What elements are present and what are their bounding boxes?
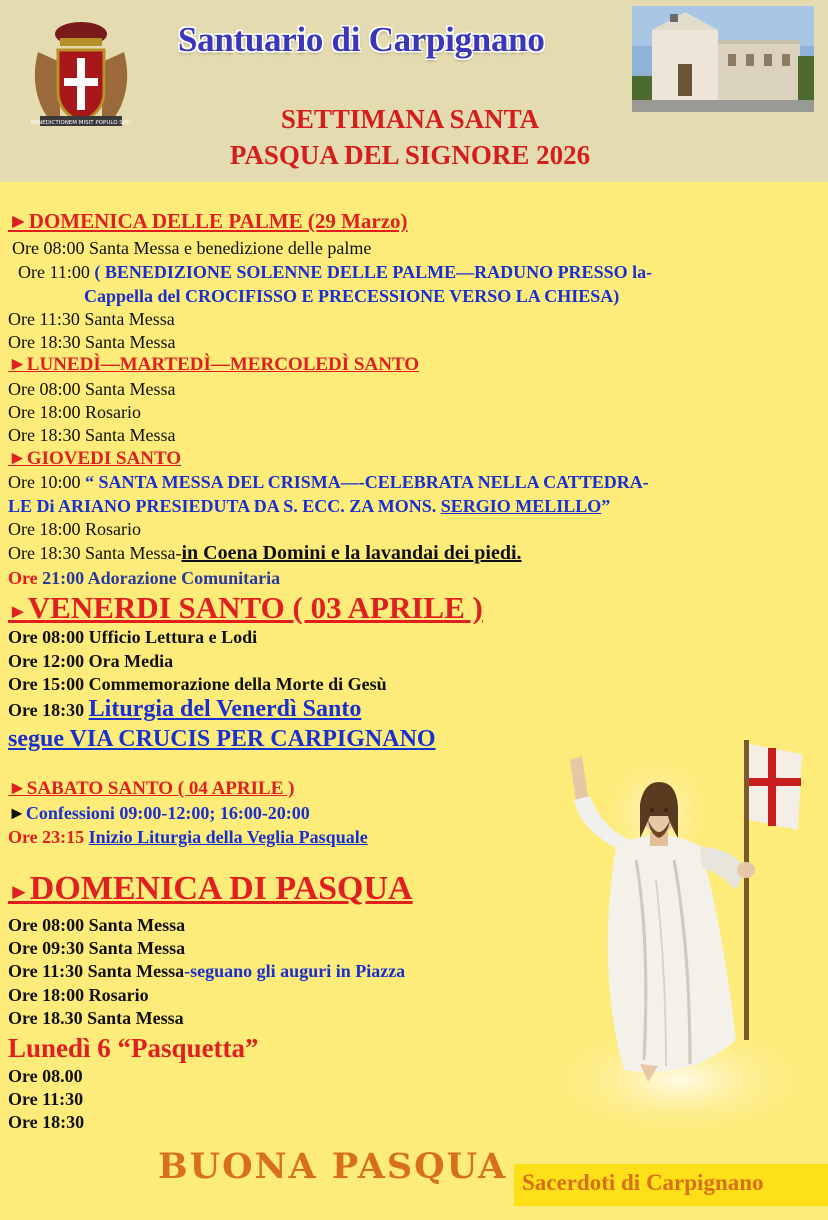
venerdi-line-4-text: Liturgia del Venerdì Santo xyxy=(88,696,362,722)
palme-line-2 xyxy=(18,261,652,283)
giovedi-line-2-a: LE Di ARIANO PRESIEDUTA DA S. ECC. ZA MONS. xyxy=(8,496,441,516)
lunedi-line-2: Ore 18:00 Rosario xyxy=(8,402,141,422)
giovedi-line-5-time: Ore xyxy=(8,568,43,588)
giovedi-line-1 xyxy=(8,471,649,493)
heading-venerdi-santo xyxy=(8,590,483,626)
sabato-line-2 xyxy=(8,826,368,848)
venerdi-line-2: Ore 12:00 Ora Media xyxy=(8,651,174,671)
palme-line-3: Cappella del CROCIFISSO E PRECESSIONE VERSO LA CHIESA) xyxy=(84,286,620,306)
pasquetta-line-3: Ore 18:30 xyxy=(8,1112,85,1132)
pasqua-line-3 xyxy=(8,960,405,982)
subtitle-settimana: SETTIMANA SANTA xyxy=(280,104,540,134)
heading-domenica-palme: ►DOMENICA DELLE PALME (29 Marzo) xyxy=(8,209,408,233)
lunedi-line-1: Ore 08:00 Santa Messa xyxy=(8,379,176,399)
buona-pasqua-greeting: BUONA PASQUA xyxy=(158,1146,508,1187)
sabato-line-1 xyxy=(8,802,310,824)
header xyxy=(0,0,828,182)
palme-line-5: Ore 18:30 Santa Messa xyxy=(8,332,176,352)
pasqua-line-3-time: Ore 11:30 Santa Messa xyxy=(8,961,185,981)
signature-text: Sacerdoti di Carpignano xyxy=(522,1170,764,1195)
pasqua-line-4: Ore 18:00 Rosario xyxy=(8,985,149,1005)
heading-pasquetta: Lunedì 6 “Pasquetta” xyxy=(8,1033,259,1063)
crest-motto: BENEDICTIONEM MISIT POPULO SUO xyxy=(30,120,132,126)
heading-venerdi-text: VENERDI SANTO ( 03 APRILE ) xyxy=(27,590,483,625)
sabato-line-2-time: Ore 23:15 xyxy=(8,827,89,847)
venerdi-line-3: Ore 15:00 Commemorazione della Morte di Gesù xyxy=(8,674,387,694)
venerdi-line-4-time: Ore 18:30 xyxy=(8,700,89,720)
pasquetta-line-1: Ore 08.00 xyxy=(8,1066,83,1086)
pasquetta-line-2: Ore 11:30 xyxy=(8,1089,84,1109)
giovedi-line-5 xyxy=(8,567,280,589)
giovedi-line-1-text: “ SANTA MESSA DEL CRISMA—-CELEBRATA NELLA CATTEDRA- xyxy=(84,472,649,492)
heading-giovedi-santo: ►GIOVEDI SANTO xyxy=(8,448,182,469)
palme-line-1: Ore 08:00 Santa Messa e benedizione delle palme xyxy=(12,238,372,258)
crest-emblem-icon xyxy=(20,12,142,138)
sabato-triangle-icon: ► xyxy=(8,803,26,823)
pasqua-line-2: Ore 09:30 Santa Messa xyxy=(8,938,186,958)
palme-line-2-time: Ore 11:00 xyxy=(18,262,95,282)
heading-sabato-santo: ►SABATO SANTO ( 04 APRILE ) xyxy=(8,778,295,799)
venerdi-line-1: Ore 08:00 Ufficio Lettura e Lodi xyxy=(8,627,258,647)
page-title: Santuario di Carpignano xyxy=(178,20,545,59)
giovedi-line-2 xyxy=(8,495,610,517)
giovedi-line-3: Ore 18:00 Rosario xyxy=(8,519,141,539)
sabato-line-1-text: Confessioni 09:00-12:00; 16:00-20:00 xyxy=(25,803,310,823)
pasqua-line-1: Ore 08:00 Santa Messa xyxy=(8,915,186,935)
heading-lunedi-santo: ►LUNEDÌ—MARTEDÌ—MERCOLEDÌ SANTO xyxy=(8,354,420,375)
giovedi-line-1-time: Ore 10:00 xyxy=(8,472,85,492)
heading-domenica-pasqua xyxy=(8,870,413,908)
giovedi-line-2-c: ” xyxy=(601,496,611,516)
lunedi-line-3: Ore 18:30 Santa Messa xyxy=(8,425,176,445)
signature-box xyxy=(514,1164,828,1206)
giovedi-line-2-name: SERGIO MELILLO xyxy=(440,496,602,516)
palme-line-2-text: ( BENEDIZIONE SOLENNE DELLE PALME—RADUNO PRESSO la- xyxy=(94,262,653,282)
risen-christ-icon xyxy=(540,720,820,1140)
pasqua-line-3-text: -seguano gli auguri in Piazza xyxy=(184,961,406,981)
church-photo xyxy=(632,6,814,112)
pasqua-line-5: Ore 18.30 Santa Messa xyxy=(8,1008,184,1028)
subtitle-pasqua: PASQUA DEL SIGNORE 2026 xyxy=(229,140,591,170)
heading-pasqua-text: DOMENICA DI PASQUA xyxy=(29,870,413,907)
giovedi-line-4-text: in Coena Domini e la lavandai dei piedi. xyxy=(181,542,522,564)
venerdi-line-5: segue VIA CRUCIS PER CARPIGNANO xyxy=(8,726,436,752)
venerdi-triangle-icon: ► xyxy=(8,601,28,623)
pasqua-triangle-icon: ► xyxy=(8,879,30,904)
giovedi-line-4 xyxy=(8,542,522,564)
venerdi-line-4 xyxy=(8,698,361,721)
giovedi-line-5-text: 21:00 Adorazione Comunitaria xyxy=(42,568,281,588)
giovedi-line-4-time: Ore 18:30 Santa Messa- xyxy=(8,543,182,563)
palme-line-4: Ore 11:30 Santa Messa xyxy=(8,309,175,329)
sabato-line-2-text: Inizio Liturgia della Veglia Pasquale xyxy=(88,827,368,847)
